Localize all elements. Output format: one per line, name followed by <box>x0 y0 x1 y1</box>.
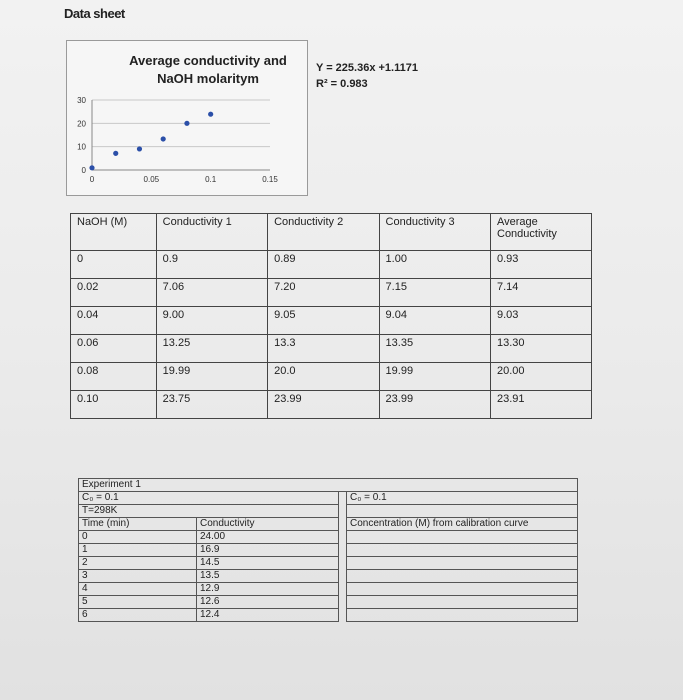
column-header: Conductivity 1 <box>156 214 267 251</box>
trendline-equation-block <box>316 60 418 92</box>
concentration-cell <box>347 531 578 544</box>
column-header: Conductivity 2 <box>268 214 379 251</box>
table-row <box>79 505 578 518</box>
conductivity-cell: 12.6 <box>197 596 339 609</box>
concentration-cell <box>347 583 578 596</box>
time-cell: 3 <box>79 570 197 583</box>
table-cell: 7.14 <box>491 279 592 307</box>
table-cell: 23.99 <box>268 391 379 419</box>
table-cell: 0.04 <box>71 307 157 335</box>
table-row <box>79 518 578 531</box>
conductivity-cell: 13.5 <box>197 570 339 583</box>
table-cell: 23.91 <box>491 391 592 419</box>
time-cell: 6 <box>79 609 197 622</box>
table-row <box>79 531 578 544</box>
table-cell: 0.93 <box>491 251 592 279</box>
conductivity-cell: 12.4 <box>197 609 339 622</box>
table-row <box>79 596 578 609</box>
chart-title-line1: Average conductivity and <box>129 53 287 68</box>
time-cell: 2 <box>79 557 197 570</box>
experiment-table <box>78 478 578 622</box>
y-tick-label: 30 <box>77 96 86 105</box>
table-cell: 20.0 <box>268 363 379 391</box>
table-cell: 0.02 <box>71 279 157 307</box>
table-row <box>71 391 592 419</box>
data-point <box>161 136 166 141</box>
concentration-cell <box>347 609 578 622</box>
time-cell: 0 <box>79 531 197 544</box>
table-cell: 9.05 <box>268 307 379 335</box>
table-cell: 19.99 <box>379 363 490 391</box>
table-row <box>71 251 592 279</box>
table-row <box>79 557 578 570</box>
table-cell: 0.9 <box>156 251 267 279</box>
table-cell: 7.06 <box>156 279 267 307</box>
x-tick-label: 0.05 <box>143 175 160 184</box>
table-cell: 13.25 <box>156 335 267 363</box>
table-row <box>79 492 578 505</box>
table-row <box>79 479 578 492</box>
temperature-label: T=298K <box>79 505 339 518</box>
conductivity-header: Conductivity <box>197 518 339 531</box>
table-cell: 23.99 <box>379 391 490 419</box>
chart-title-line2: NaOH molaritym <box>157 71 259 86</box>
table-cell: 9.00 <box>156 307 267 335</box>
column-header: NaOH (M) <box>71 214 157 251</box>
table-row <box>71 307 592 335</box>
table-row <box>79 609 578 622</box>
table-cell: 7.15 <box>379 279 490 307</box>
trendline-equation: Y = 225.36x +1.1171 <box>316 62 418 74</box>
conductivity-table <box>70 213 592 419</box>
table-header-row <box>71 214 592 251</box>
table-cell: 0 <box>71 251 157 279</box>
y-tick-label: 20 <box>77 119 86 129</box>
table-cell: 7.20 <box>268 279 379 307</box>
table-row <box>71 335 592 363</box>
table-row <box>79 544 578 557</box>
data-point <box>113 151 118 156</box>
concentration-header: Concentration (M) from calibration curve <box>347 518 578 531</box>
concentration-cell <box>347 596 578 609</box>
time-header: Time (min) <box>79 518 197 531</box>
table-cell: 0.08 <box>71 363 157 391</box>
table-cell: 9.04 <box>379 307 490 335</box>
conductivity-cell: 24.00 <box>197 531 339 544</box>
table-cell: 9.03 <box>491 307 592 335</box>
x-tick-label: 0 <box>89 175 95 184</box>
concentration-cell <box>347 544 578 557</box>
x-tick-label: 0.1 <box>205 175 217 184</box>
x-tick-label: 0.15 <box>262 175 278 184</box>
column-header: Average Conductivity <box>491 214 592 251</box>
conductivity-cell: 16.9 <box>197 544 339 557</box>
table-row <box>79 570 578 583</box>
sheet-title: Data sheet <box>64 6 125 21</box>
conductivity-cell: 12.9 <box>197 583 339 596</box>
concentration-cell <box>347 570 578 583</box>
table-cell: 13.35 <box>379 335 490 363</box>
data-point <box>208 112 213 117</box>
table-cell: 23.75 <box>156 391 267 419</box>
initial-concentration-left: C₀ = 0.1 <box>79 492 339 505</box>
data-point <box>89 165 94 170</box>
table-row <box>71 279 592 307</box>
experiment-label: Experiment 1 <box>79 479 578 492</box>
table-cell: 19.99 <box>156 363 267 391</box>
conductivity-cell: 14.5 <box>197 557 339 570</box>
time-cell: 1 <box>79 544 197 557</box>
table-cell: 13.30 <box>491 335 592 363</box>
table-cell: 20.00 <box>491 363 592 391</box>
data-point <box>184 121 189 126</box>
table-cell: 0.10 <box>71 391 157 419</box>
table-cell: 0.89 <box>268 251 379 279</box>
concentration-cell <box>347 557 578 570</box>
table-row <box>79 583 578 596</box>
initial-concentration-right: C₀ = 0.1 <box>347 492 578 505</box>
time-cell: 4 <box>79 583 197 596</box>
table-cell: 0.06 <box>71 335 157 363</box>
table-cell: 13.3 <box>268 335 379 363</box>
scatter-chart <box>70 92 290 192</box>
column-header: Conductivity 3 <box>379 214 490 251</box>
chart-title <box>108 52 308 88</box>
time-cell: 5 <box>79 596 197 609</box>
y-tick-label: 10 <box>77 142 86 152</box>
r-squared: R² = 0.983 <box>316 78 368 90</box>
table-row <box>71 363 592 391</box>
y-tick-label: 0 <box>81 166 86 175</box>
table-cell: 1.00 <box>379 251 490 279</box>
data-point <box>137 146 142 151</box>
